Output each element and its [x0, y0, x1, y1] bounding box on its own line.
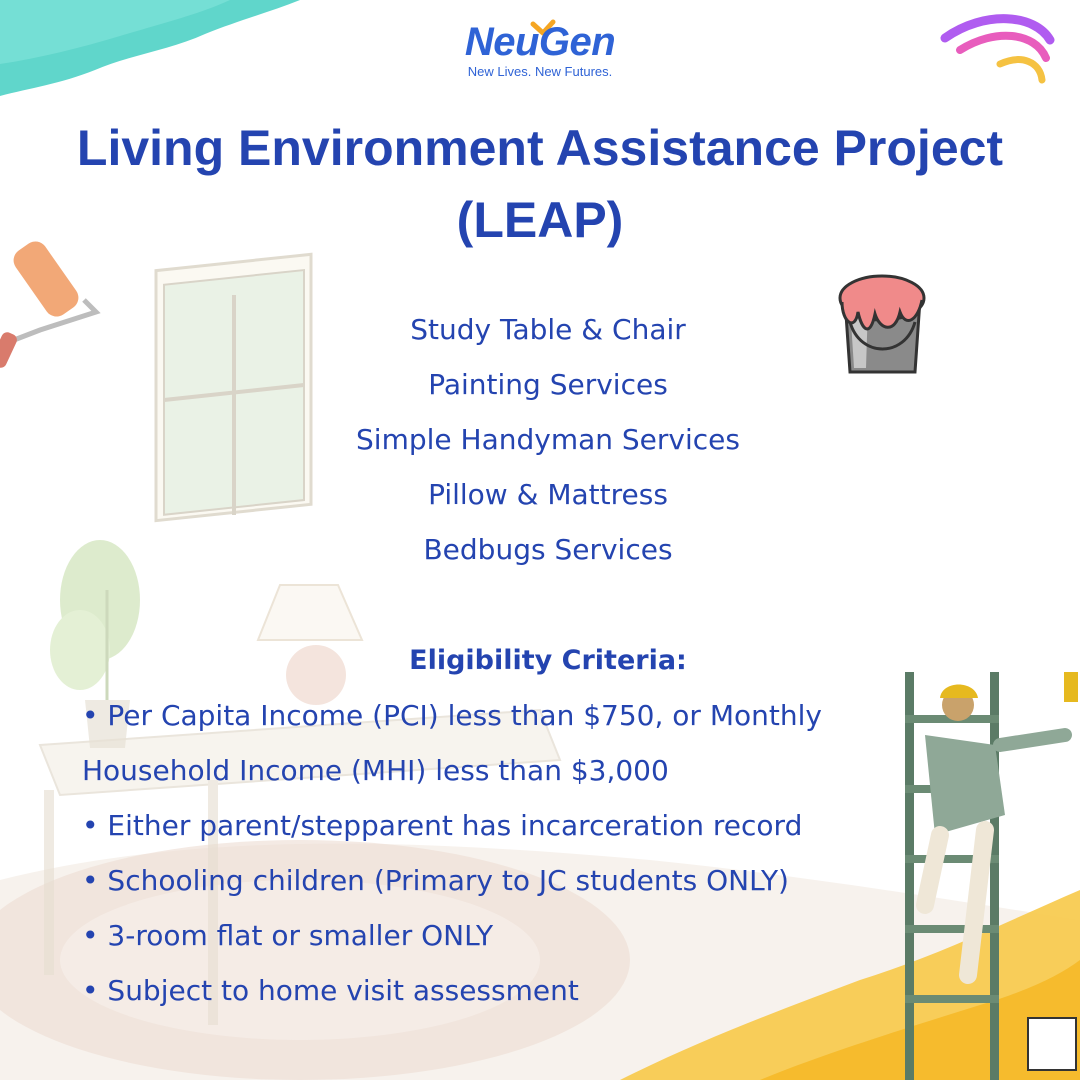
- criteria-item-income: • Per Capita Income (PCI) less than $750, or Monthly Household Income (MHI) less than $3,000: [82, 699, 822, 787]
- service-item-pillow-mattress: Pillow & Mattress: [428, 478, 668, 511]
- criteria-item-schooling: • Schooling children (Primary to JC students ONLY): [82, 864, 789, 897]
- service-item-bedbugs: Bedbugs Services: [423, 533, 673, 566]
- eligibility-heading: Eligibility Criteria:: [409, 645, 687, 676]
- criteria-item-flat-size: • 3-room flat or smaller ONLY: [82, 919, 494, 952]
- neugen-logo: [440, 18, 640, 80]
- services-list: [298, 302, 798, 577]
- criteria-item-home-visit: • Subject to home visit assessment: [82, 974, 579, 1007]
- criteria-item-incarceration: • Either parent/stepparent has incarceration record: [82, 809, 803, 842]
- service-item-handyman: Simple Handyman Services: [356, 423, 740, 456]
- page-title: Living Environment Assistance Project (LEAP): [76, 120, 1004, 248]
- logo-wordmark: NeuGen: [464, 20, 616, 64]
- logo-tagline: New Lives. New Futures.: [467, 64, 613, 79]
- window-illustration: [156, 254, 311, 520]
- paint-roller-icon: [0, 237, 96, 370]
- eligibility-criteria-list: [82, 688, 912, 1018]
- paint-bucket-icon: [840, 276, 924, 372]
- rainbow-swoosh-icon: [945, 19, 1050, 80]
- service-item-painting: Painting Services: [428, 368, 668, 401]
- service-item-study-table: Study Table & Chair: [410, 313, 686, 346]
- teal-paint-stroke-icon: [0, 0, 300, 96]
